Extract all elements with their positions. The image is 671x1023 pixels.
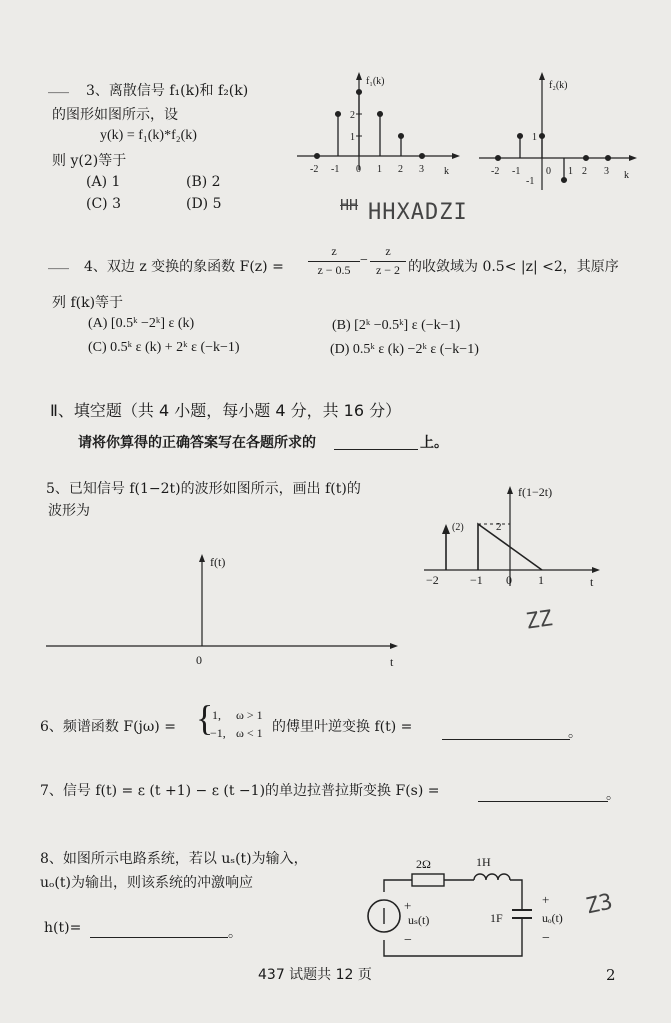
q8-line2: uₒ(t)为输出，则该系统的冲激响应 bbox=[40, 875, 253, 891]
q7-text: 7、信号 f(t) = ε (t +1) − ε (t −1)的单边拉普拉斯变换 F(s) = bbox=[40, 783, 440, 799]
q8-resistor-label: 2Ω bbox=[416, 857, 431, 871]
q5-line1: 5、已知信号 f(1−2t)的波形如图所示，画出 f(t)的 bbox=[46, 481, 361, 497]
svg-text:+: + bbox=[404, 898, 412, 913]
svg-text:−: − bbox=[542, 931, 550, 946]
q3-line1: 3、离散信号 f₁(k)和 f₂(k) bbox=[86, 83, 249, 99]
svg-text:-2: -2 bbox=[310, 164, 319, 175]
svg-text:0: 0 bbox=[546, 166, 551, 177]
f2-stem-k-0 bbox=[540, 134, 545, 139]
f2-stem-k-neg2 bbox=[496, 156, 501, 161]
svg-text:0: 0 bbox=[356, 164, 361, 175]
q6-case1-cond: ω > 1 bbox=[236, 708, 263, 722]
q8-output-label: uₒ(t) bbox=[542, 911, 563, 925]
svg-text:3: 3 bbox=[419, 164, 424, 175]
q8-answer-label: h(t)= bbox=[44, 920, 82, 936]
svg-text:t: t bbox=[390, 655, 394, 669]
f1-y-axis-arrow bbox=[356, 72, 362, 80]
q5-graph-label: f(1−2t) bbox=[518, 485, 553, 499]
svg-text:1: 1 bbox=[350, 132, 355, 143]
svg-text:2: 2 bbox=[398, 164, 403, 175]
q4-line2: 列 f(k)等于 bbox=[52, 295, 124, 311]
svg-text:−1: −1 bbox=[470, 573, 483, 587]
q5-line2: 波形为 bbox=[48, 503, 90, 519]
q3-option-d: (D) 5 bbox=[186, 196, 222, 212]
q4-frac1-bar bbox=[308, 261, 360, 262]
svg-text:1: 1 bbox=[538, 573, 544, 587]
svg-text:−: − bbox=[404, 933, 412, 948]
q8-capacitor-label: 1F bbox=[490, 911, 503, 925]
f1-k-axis-arrow bbox=[452, 153, 460, 159]
q3-option-c: (C) 3 bbox=[86, 196, 121, 212]
q4-option-d: (D) 0.5ᵏ ε (k) −2ᵏ ε (−k−1) bbox=[330, 342, 479, 357]
q8-line1: 8、如图所示电路系统，若以 uₛ(t)为输入， bbox=[40, 851, 308, 867]
q6-end: 。 bbox=[568, 725, 582, 741]
q4-text-post: 的收敛域为 0.5< |z| <2，其原序 bbox=[408, 259, 619, 275]
q8-circuit bbox=[364, 852, 584, 970]
svg-text:2: 2 bbox=[582, 166, 587, 177]
q6-case1-val: 1, bbox=[212, 708, 221, 722]
q4-frac2-num: z bbox=[385, 244, 391, 258]
section-2-title: Ⅱ、填空题（共 4 小题，每小题 4 分，共 16 分） bbox=[50, 401, 402, 420]
f2-stem-k-3 bbox=[606, 156, 611, 161]
svg-text:-1: -1 bbox=[512, 166, 521, 177]
svg-text:-1: -1 bbox=[331, 164, 340, 175]
svg-text:-2: -2 bbox=[491, 166, 500, 177]
q3-option-b: (B) 2 bbox=[186, 174, 221, 190]
handwritten-note-q3: HHXADZI bbox=[368, 200, 468, 225]
q8-inductor-label: 1H bbox=[476, 855, 491, 869]
q5-given-waveform bbox=[422, 478, 622, 590]
f2-label: f₂(k) bbox=[549, 80, 568, 91]
f1-stem-plot bbox=[292, 70, 464, 185]
q4-frac2-den: z − 2 bbox=[375, 263, 401, 277]
f1-stem-k-0 bbox=[357, 90, 362, 95]
section-2-instruction-blank bbox=[334, 448, 418, 450]
q6-case2-val: −1, bbox=[210, 726, 226, 740]
svg-text:+: + bbox=[542, 892, 550, 907]
svg-text:0: 0 bbox=[196, 653, 202, 667]
svg-text:t: t bbox=[590, 575, 594, 589]
page-number: 2 bbox=[606, 966, 616, 984]
svg-text:k: k bbox=[444, 166, 449, 177]
q3-line4: 则 y(2)等于 bbox=[52, 153, 127, 169]
svg-text:0: 0 bbox=[506, 573, 512, 587]
f1-stem-k-3 bbox=[420, 154, 425, 159]
q3-blank: ___ bbox=[48, 78, 69, 94]
handwritten-note-q5: ZZ bbox=[524, 606, 555, 635]
q3-line2: 的图形如图所示，设 bbox=[52, 107, 178, 123]
q8-inductor bbox=[474, 874, 510, 880]
svg-text:2: 2 bbox=[350, 110, 355, 121]
q7-end: 。 bbox=[606, 787, 620, 803]
svg-text:−2: −2 bbox=[426, 573, 439, 587]
q4-minus: − bbox=[360, 253, 368, 268]
q8-source-label: uₛ(t) bbox=[408, 913, 430, 927]
q5-answer-label: f(t) bbox=[210, 555, 226, 569]
f1-stem-k-neg2 bbox=[315, 154, 320, 159]
svg-text:k: k bbox=[624, 170, 629, 181]
handwritten-note-q8: Z3 bbox=[583, 889, 615, 920]
q6-text-post: 的傅里叶逆变换 f(t) = bbox=[272, 719, 413, 735]
q6-answer-blank[interactable] bbox=[442, 738, 570, 740]
q6-text-pre: 6、频谱函数 F(jω) = bbox=[40, 719, 176, 735]
handwritten-strike: HH bbox=[340, 196, 359, 214]
q4-frac2-bar bbox=[370, 261, 406, 262]
section-2-instruction-post: 上。 bbox=[420, 435, 448, 451]
q6-case2-cond: ω < 1 bbox=[236, 726, 263, 740]
q6-brace: { bbox=[196, 698, 214, 738]
q8-end: 。 bbox=[228, 925, 242, 941]
f2-stem-plot bbox=[474, 70, 644, 195]
q5-answer-axes bbox=[44, 546, 414, 674]
q4-frac1-den: z − 0.5 bbox=[317, 263, 351, 277]
footer-text: 437 试题共 12 页 bbox=[258, 967, 372, 983]
svg-text:1: 1 bbox=[568, 166, 573, 177]
q7-answer-blank[interactable] bbox=[478, 800, 608, 802]
svg-text:3: 3 bbox=[604, 166, 609, 177]
svg-text:-1: -1 bbox=[526, 176, 535, 187]
f2-stem-k-2 bbox=[584, 156, 589, 161]
f1-label: f₁(k) bbox=[366, 76, 385, 87]
q5-impulse-label: (2) bbox=[452, 522, 464, 533]
q4-option-a: (A) [0.5ᵏ −2ᵏ] ε (k) bbox=[88, 316, 195, 331]
q3-formula: y(k) = f₁(k)*f₂(k) bbox=[100, 128, 197, 143]
section-2-instruction-pre: 请将你算得的正确答案写在各题所求的 bbox=[78, 435, 316, 451]
q4-frac1-num: z bbox=[331, 244, 337, 258]
q8-answer-blank[interactable] bbox=[90, 936, 228, 938]
svg-text:1: 1 bbox=[377, 164, 382, 175]
q3-option-a: (A) 1 bbox=[86, 174, 121, 190]
svg-text:2: 2 bbox=[496, 521, 502, 533]
q4-text-pre: 4、双边 z 变换的象函数 F(z) = bbox=[84, 259, 284, 275]
q8-resistor bbox=[412, 874, 444, 886]
svg-text:1: 1 bbox=[532, 132, 537, 143]
q4-option-b: (B) [2ᵏ −0.5ᵏ] ε (−k−1) bbox=[332, 318, 461, 333]
q4-blank: ___ bbox=[48, 254, 69, 270]
q4-option-c: (C) 0.5ᵏ ε (k) + 2ᵏ ε (−k−1) bbox=[88, 340, 240, 355]
